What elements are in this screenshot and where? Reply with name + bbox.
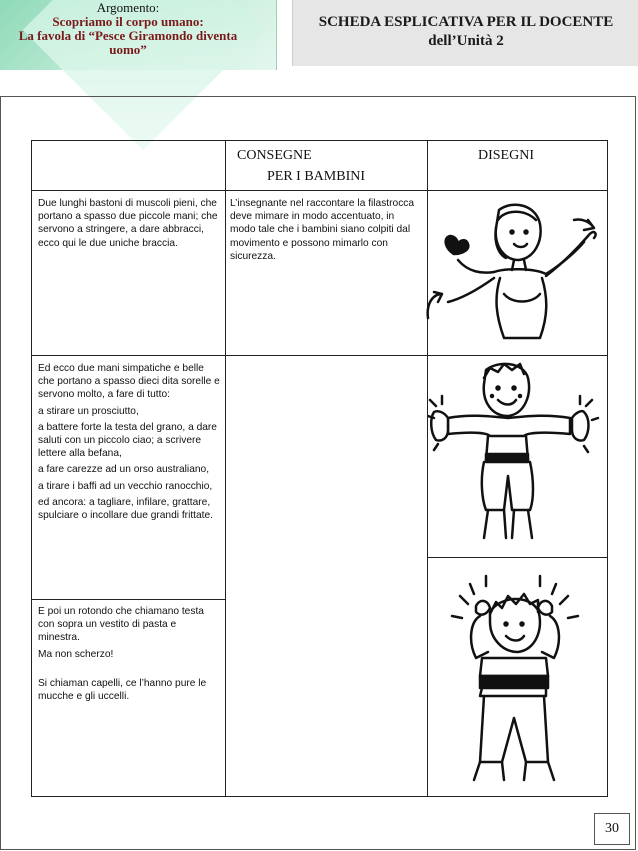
page-number: 30 [594, 813, 630, 845]
verse-head-line: E poi un rotondo che chiamano testa con sopra un vestito di pasta e minestra. [38, 606, 204, 644]
verse-head-line: Si chiaman capelli, ce l’hanno pure le mucche e gli uccelli. [38, 677, 207, 703]
row-divider-2 [32, 599, 225, 600]
unit-label: dell’Unità 2 [428, 33, 504, 49]
topic-header [0, 0, 256, 57]
verse-hands-line: a tirare i baffi ad un vecchio ranocchio, [38, 480, 213, 492]
col-head-drawings: DISEGNI [478, 148, 534, 163]
verse-hands-line: ed ancora: a tagliare, infilare, grattare, spulciare o incollare due grandi frittate. [38, 496, 213, 522]
boy-head-icon [440, 572, 605, 787]
topic-line-1: Scopriamo il corpo umano: [52, 14, 204, 29]
verse-hands-line: a stirare un prosciutto, [38, 405, 139, 417]
header-row-divider [32, 190, 608, 191]
sheet-title: SCHEDA ESPLICATIVA PER IL DOCENTE [318, 14, 614, 30]
column-divider-1 [225, 141, 226, 796]
verse-arms-text: Due lunghi bastoni di muscoli pieni, che portano a spasso due piccole mani; che servono a stringere, a dare abbracci, ecco qui le due uniche braccia. [38, 198, 218, 249]
teacher-instruction-text: L’insegnante nel raccontare la filastrocca deve mimare in modo accentuato, in modo tale che i bambini siano colpiti dal movimento e possono mimarlo con sicurezza. [230, 198, 415, 262]
drawing-divider [427, 557, 608, 558]
teacher-instruction [230, 197, 422, 266]
verse-hands-line: a fare carezze ad un orso australiano, [38, 464, 210, 476]
girl-arms-icon [424, 198, 614, 353]
row-divider-1 [32, 355, 608, 356]
col-head-instructions-1: CONSEGNE [237, 148, 312, 163]
verse-head [38, 605, 220, 706]
topic-line-3: uomo” [109, 42, 147, 57]
verse-head-line [38, 664, 220, 674]
argument-label: Argomento: [96, 0, 160, 15]
sheet-title-panel [292, 0, 638, 66]
verse-arms [38, 197, 220, 253]
verse-hands-line: a battere forte la testa del grano, a dare saluti con un piccolo ciao; a scrivere lettere alla befana, [38, 421, 217, 460]
verse-hands-line: Ed ecco due mani simpatiche e belle che portano a spasso dieci dita sorelle e servono molto, a fare di tutto: [38, 363, 220, 401]
col-head-instructions-2: PER I BAMBINI [267, 169, 366, 184]
verse-head-line: Ma non scherzo! [38, 648, 114, 660]
topic-panel [0, 0, 277, 70]
topic-line-2: La favola di “Pesce Giramondo diventa [18, 28, 238, 43]
verse-hands [38, 362, 220, 525]
boy-hands-icon [428, 360, 608, 550]
